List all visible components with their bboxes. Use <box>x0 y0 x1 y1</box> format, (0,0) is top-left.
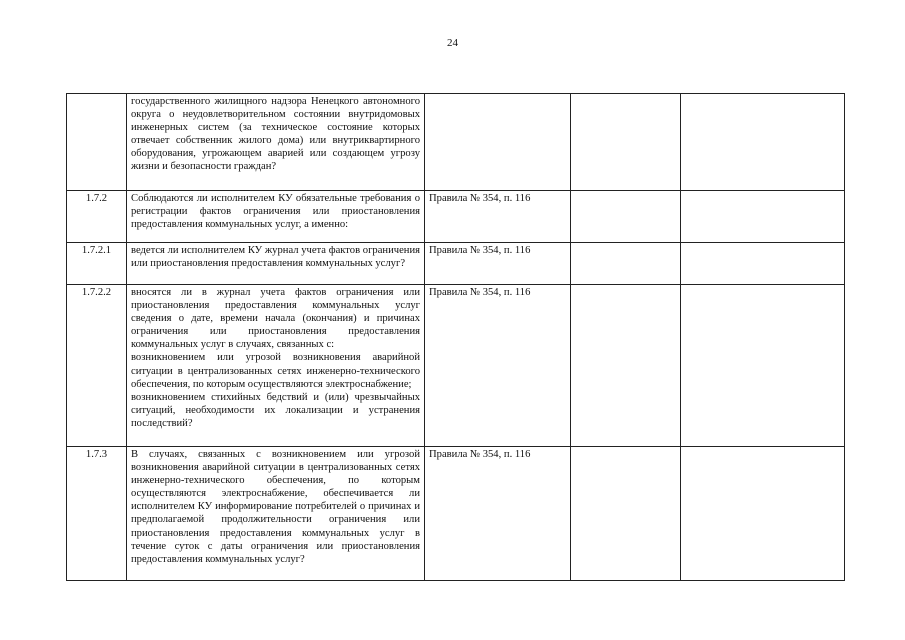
question-paragraph: вносятся ли в журнал учета фактов ограничения или приостановления предоставления коммунальных услуг сведения о дате, времени начала (окончания) и причинах ограничения или приостановления предоставления коммунальных услуг в случаях, связанных с: <box>131 287 420 351</box>
requirement-question-cell: ведется ли исполнителем КУ журнал учета фактов ограничения или приостановления предоставления коммунальных услуг? <box>127 243 425 285</box>
table-row <box>67 243 845 285</box>
item-number-cell: 1.7.2.1 <box>67 243 127 285</box>
answer-cell <box>571 285 681 447</box>
item-number-cell: 1.7.3 <box>67 447 127 581</box>
page-number: 24 <box>447 37 458 49</box>
answer-cell <box>571 191 681 243</box>
question-paragraph: возникновением стихийных бедствий и (или) чрезвычайных ситуаций, необходимости их локализации и устранения последствий? <box>131 391 420 429</box>
legal-reference-cell: Правила № 354, п. 116 <box>425 191 571 243</box>
note-cell <box>681 285 845 447</box>
item-number-cell: 1.7.2.2 <box>67 285 127 447</box>
legal-reference-cell: Правила № 354, п. 116 <box>425 243 571 285</box>
table-row <box>67 94 845 191</box>
note-cell <box>681 191 845 243</box>
table-row <box>67 447 845 581</box>
legal-reference-cell: Правила № 354, п. 116 <box>425 285 571 447</box>
note-cell <box>681 447 845 581</box>
requirement-question-cell: государственного жилищного надзора Ненецкого автономного округа о неудовлетворительном состоянии внутридомовых инженерных систем (за техническое состояние которых отвечает собственник жилого дома) или внутриквартирного оборудования, угрожающем аварией или создающем угрозу жизни и безопасности граждан? <box>127 94 425 191</box>
answer-cell <box>571 447 681 581</box>
answer-cell <box>571 243 681 285</box>
question-paragraph: возникновением или угрозой возникновения аварийной ситуации в централизованных сетях инженерно-технического обеспечения, по которым осуществляются электроснабжение; <box>131 352 420 390</box>
table-row <box>67 191 845 243</box>
note-cell <box>681 94 845 191</box>
legal-reference-cell: Правила № 354, п. 116 <box>425 447 571 581</box>
requirement-question-cell: В случаях, связанных с возникновением или угрозой возникновения аварийной ситуации в централизованных сетях инженерно-технического обеспечения, по которым осуществляются электроснабжение, обеспечивается ли исполнителем КУ информирование потребителей о причинах и предполагаемой продолжительности ограничения или приостановления предоставления коммунальных услуг в течение суток с даты ограничения или приостановления предоставления коммунальных услуг? <box>127 447 425 581</box>
requirement-question-cell: Соблюдаются ли исполнителем КУ обязательные требования о регистрации фактов ограничения или приостановления предоставления коммунальных услуг, а именно: <box>127 191 425 243</box>
legal-reference-cell <box>425 94 571 191</box>
checklist-table <box>66 93 845 581</box>
item-number-cell <box>67 94 127 191</box>
table-row <box>67 285 845 447</box>
requirement-question-cell <box>127 285 425 447</box>
item-number-cell: 1.7.2 <box>67 191 127 243</box>
note-cell <box>681 243 845 285</box>
answer-cell <box>571 94 681 191</box>
